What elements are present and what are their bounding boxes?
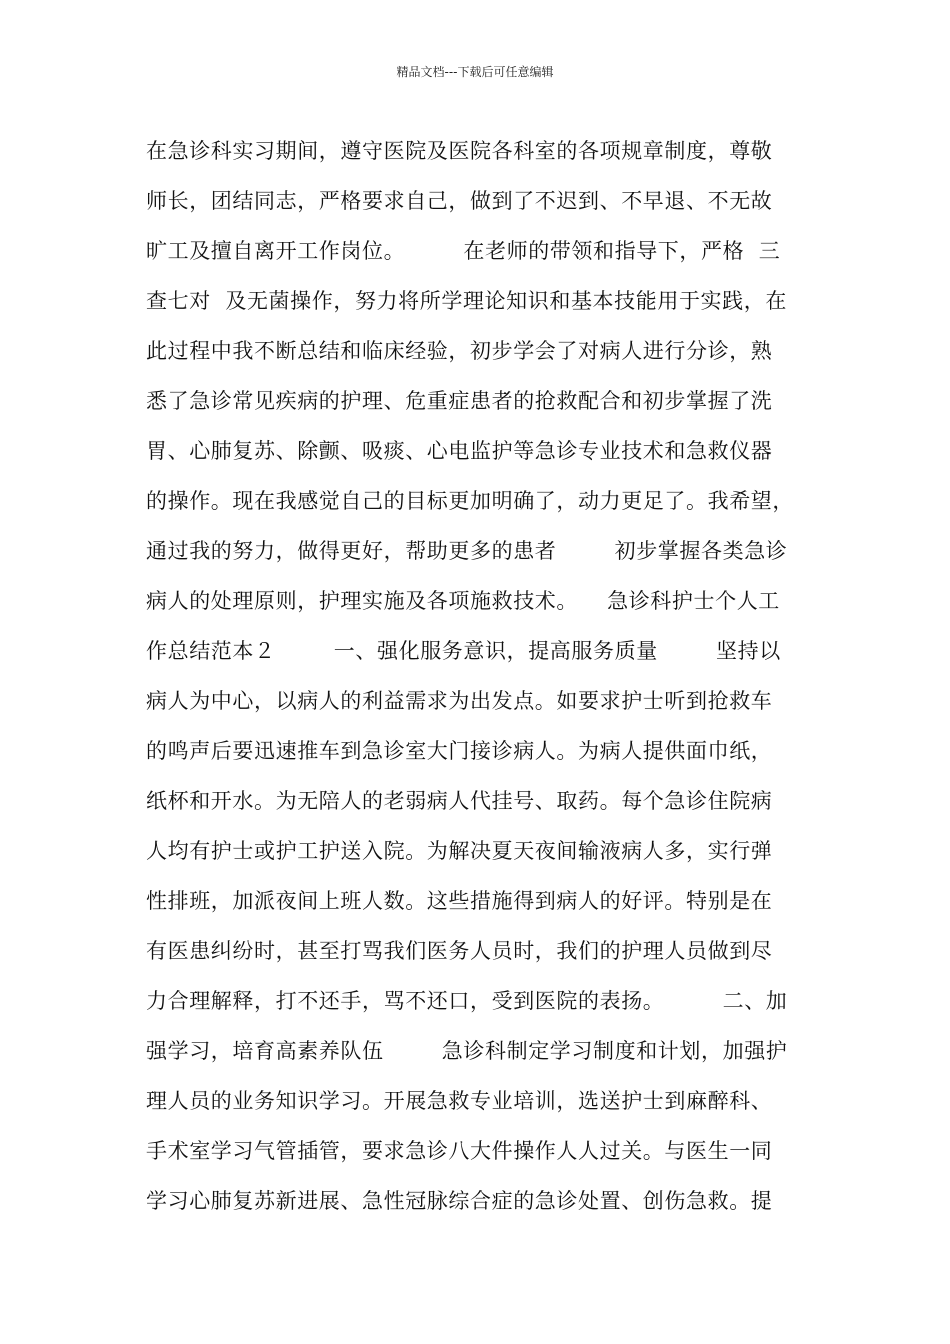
text-line: 强学习，培育高素养队伍 急诊科制定学习制度和计划，加强护: [146, 1039, 788, 1063]
text-line: 此过程中我不断总结和临床经验，初步学会了对病人进行分诊，熟: [146, 339, 773, 363]
text-line: 旷工及擅自离开工作岗位。 在老师的带领和指导下，严格 三: [146, 239, 781, 263]
text-line: 理人员的业务知识学习。开展急救专业培训，选送护士到麻醉科、: [146, 1089, 773, 1113]
text-line: 的鸣声后要迅速推车到急诊室大门接诊病人。为病人提供面巾纸，: [146, 739, 773, 763]
text-line: 病人为中心，以病人的利益需求为出发点。如要求护士听到抢救车: [146, 689, 773, 713]
text-line: 师长，团结同志，严格要求自己，做到了不迟到、不早退、不无故: [146, 189, 773, 213]
text-line: 手术室学习气管插管，要求急诊八大件操作人人过关。与医生一同: [146, 1139, 773, 1163]
text-line: 悉了急诊常见疾病的护理、危重症患者的抢救配合和初步掌握了洗: [146, 389, 773, 413]
text-line: 的操作。现在我感觉自己的目标更加明确了，动力更足了。我希望，: [146, 489, 794, 513]
text-line: 学习心肺复苏新进展、急性冠脉综合症的急诊处置、创伤急救。提: [146, 1189, 773, 1213]
text-line: 人均有护士或护工护送入院。为解决夏天夜间输液病人多，实行弹: [146, 839, 773, 863]
text-line: 胃、心肺复苏、除颤、吸痰、心电监护等急诊专业技术和急救仪器: [146, 439, 773, 463]
page-header: 精品文档---下载后可任意编辑: [396, 65, 554, 79]
text-line: 有医患纠纷时，甚至打骂我们医务人员时，我们的护理人员做到尽: [146, 939, 773, 963]
text-line: 作总结范本２ 一、强化服务意识，提高服务质量 坚持以: [146, 639, 781, 663]
text-line: 病人的处理原则，护理实施及各项施救技术。 急诊科护士个人工: [146, 589, 780, 613]
text-line: 纸杯和开水。为无陪人的老弱病人代挂号、取药。每个急诊住院病: [146, 789, 773, 813]
text-line: 在急诊科实习期间，遵守医院及医院各科室的各项规章制度，尊敬: [146, 139, 773, 163]
text-line: 通过我的努力，做得更好，帮助更多的患者 初步掌握各类急诊: [146, 539, 788, 563]
text-line: 查七对 及无菌操作，努力将所学理论知识和基本技能用于实践，在: [146, 289, 787, 313]
document-body: [146, 126, 826, 1226]
text-line: 性排班，加派夜间上班人数。这些措施得到病人的好评。特别是在: [146, 889, 773, 913]
text-line: 力合理解释，打不还手，骂不还口，受到医院的表扬。 二、加: [146, 989, 788, 1013]
